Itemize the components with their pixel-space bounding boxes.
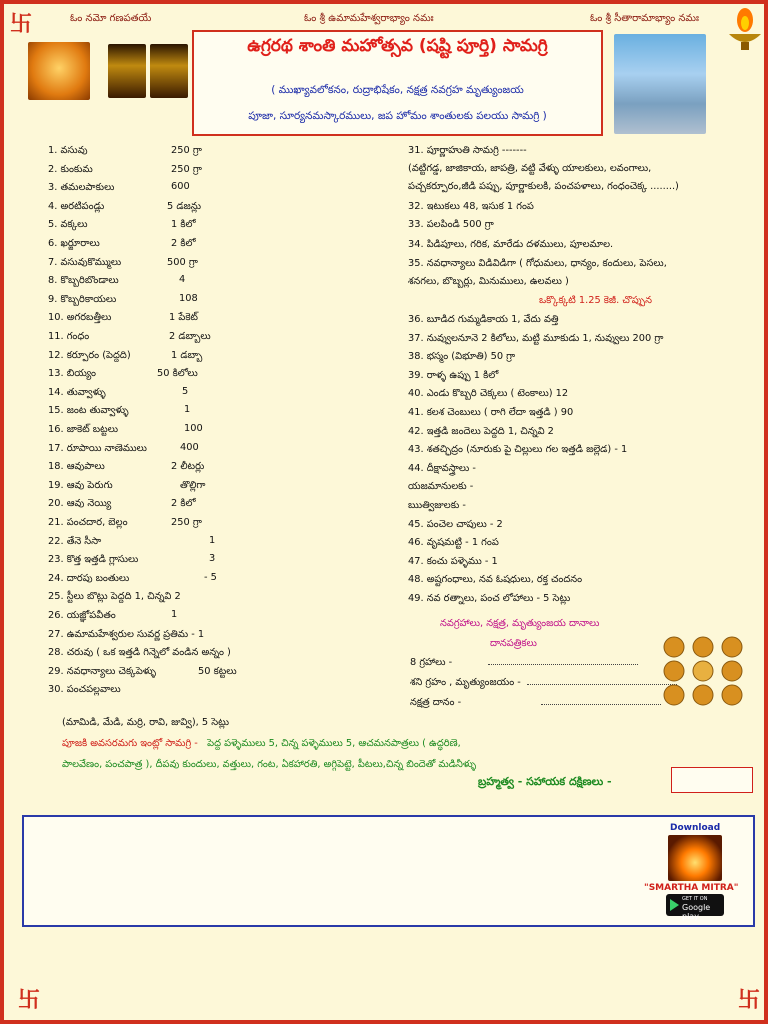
title-box [192,30,603,136]
left-list-item-qty: 250 గ్రా [171,163,202,175]
right-list-item: 40. ఎండు కొబ్బరి చెక్కలు ( టెంకాలు) 12 [408,388,569,400]
left-list-item: 29. నవధాన్యాలు చెక్కపెళ్ళు [48,665,157,677]
swastika-icon-bottom-right: 卐 [738,988,761,1013]
left-extra-text: (మామిడి, మేడి, మర్రి, రావి, జువ్వి), 5 సెట్లు [62,717,230,728]
left-list-item: 3. తమలపాకులు [48,182,115,194]
right-list-item: 37. నువ్వులనూనె 2 కిలోలు, మట్టి మూకుడు 1, నువ్వులు 200 గ్రా [408,332,664,344]
header-right-text: ఓం శ్రీ సీతారామాభ్యాం నమః [590,13,699,24]
left-list-item: 20. ఆవు నెయ్యి [48,498,112,510]
right-list-item: 34. పిడిపూలు, గరిక, మారేడు దళములు, పూలమాల. [408,239,614,250]
right-list-item: 42. ఇత్తడి జందెలు పెద్దది 1, చిన్నవి 2 [408,425,554,437]
left-list-item-qty: 50 కట్టలు [198,665,237,677]
lamp-icon [724,6,766,52]
left-list-item: 27. ఉమామహేశ్వరుల సువర్ణ ప్రతిమ - 1 [48,628,205,640]
donation-row-shani-label: శని గ్రహం , మృత్యుంజయం - [410,677,521,688]
left-list-item: 23. కొత్త ఇత్తడి గ్లాసులు [48,554,139,566]
badge-small-text: GET IT ON [682,896,708,902]
header-left-text: ఓం నమో గణపతయే [70,13,152,24]
right-list-item: 43. శతచ్ఛిద్రం (నూరుకు పై చిల్లులు గల ఇత్తడి జల్లెడ) - 1 [408,444,628,456]
subtitle-line-2: పూజా, సూర్యనమస్కారములు, జప హోమం శాంతులకు పలయు సామగ్రి ) [248,110,547,122]
right-list-item: 46. వృషమట్టి - 1 గంప [408,537,499,549]
right-list-item: పచ్చకర్పూరం,జీడి పప్పు, పూర్ణాకులకి, పంచపళాలు, గంధంచెక్క ........) [408,181,679,192]
left-list-item: 16. జాకెట్ బట్టలు [48,424,119,435]
right-list-item: 49. నవ రత్నాలు, పంచ లోహాలు - 5 సెట్లు [408,593,571,604]
dotted-line [541,698,661,705]
dotted-line [527,678,677,685]
balaji-image-1 [108,44,146,98]
left-list-item: 13. బియ్యం [48,368,96,380]
left-list-item-qty: 2 కిలో [171,498,196,510]
left-list-item-qty: 250 గ్రా [171,145,202,156]
right-list-item: 41. కలశ చెంబులు ( రాగి లేదా ఇత్తడి ) 90 [408,407,574,418]
google-play-badge[interactable] [666,894,724,921]
left-list-item: 12. కర్పూరం (పెద్దది) [48,349,131,361]
swastika-icon-top-left: 卐 [10,12,33,37]
donations-sub: దానపత్రికలు [490,638,537,649]
left-list-item: 7. వసువుకొమ్ములు [48,256,122,268]
promo-box [22,815,755,927]
right-list-item: 31. పూర్ణాహుతి సామగ్రి ------- [408,145,527,156]
left-list-item: 9. కొబ్బరికాయలు [48,293,117,305]
left-list-item-qty: 100 [184,423,203,434]
google-play-icon [670,899,679,911]
right-list-item: 36. బూడిద గుమ్మడికాయ 1, వేదు వత్తి [408,314,559,325]
footer-note-red: పూజకి అవసరమగు ఇంట్లో సామగ్రి - [62,738,198,749]
left-list-item-qty: 500 గ్రా [167,256,198,268]
right-list-item: 47. కంచు పళ్ళెము - 1 [408,555,498,567]
right-list-item: 44. దీక్షావస్త్రాలు - [408,462,476,474]
right-list-item: యజమానులకు - [408,481,474,493]
right-list-item: 35. నవధాన్యాలు విడివిడిగా ( గోధుమలు, ధాన్యం, కందులు, పెసలు, [408,258,667,269]
page-title: ఉగ్రరథ శాంతి మహోత్సవ (షష్టి పూర్తి) సామగ్రి [247,36,548,56]
left-list-item-qty: 2 కిలో [171,238,196,249]
donation-row-nakshatra-label: నక్షత్ర దానం - [410,697,462,708]
footer-note-line-1 [62,737,461,751]
shiva-image [614,34,706,134]
left-list-item-qty: 250 గ్రా [171,517,202,528]
badge-big-text: Google play [682,903,711,921]
donation-row-grahas [410,656,638,670]
dotted-line [488,658,638,665]
donation-row-nakshatra [410,696,661,710]
right-list-item: 38. భస్మం (విభూతి) 50 గ్రా [408,351,516,363]
left-list-item-qty: 1 డబ్బా [171,349,203,361]
right-list-item: 48. అష్టగంధాలు, నవ ఓషధులు, రక్త చందనం [408,574,583,586]
left-list-item: 26. యజ్ఞోపవీతం [48,610,116,621]
left-list-item: 1. వసువు [48,145,88,156]
left-list-item-qty: 1 పేకెట్ [169,312,198,324]
left-list-item: 28. చరువు ( ఒక ఇత్తడి గిన్నెలో వండిన అన్నం ) [48,647,231,659]
left-list-item-qty: 5 [182,385,189,397]
left-list-item-qty: 4 [179,274,186,286]
right-list-item: 32. ఇటుకలు 48, ఇసుక 1 గంప [408,201,534,212]
left-list-item-qty: 600 [171,181,190,193]
header-center-text: ఓం శ్రీ ఉమామహేశ్వరాభ్యాం నమః [304,13,434,24]
left-list-item-qty: 5 డజన్లు [167,200,202,212]
ganesha-image [28,42,90,100]
right-list-item: ఋత్విజులకు - [408,500,466,511]
left-list-item-qty: - 5 [204,571,217,583]
left-list-item: 8. కొబ్బరిబొండాలు [48,275,119,287]
left-list-item: 18. ఆవుపాలు [48,461,105,473]
left-list-item: 21. పంచదార, బెల్లం [48,517,128,528]
left-list-item: 17. రూపాయి నాణెములు [48,442,147,454]
dakshina-label: బ్రహ్మత్వ - సహాయక దక్షిణలు - [478,775,612,788]
left-list-item-qty: 3 [209,553,216,565]
left-list-item-qty: 1 [184,404,191,416]
right-list-item: 33. పలపిండి 500 గ్రా [408,219,494,230]
app-thumbnail-image [668,835,722,881]
navagraha-image-grid [660,636,746,706]
right-note: ఒక్కొక్కటి 1.25 కెజీ. చొప్పున [539,295,653,306]
left-list-item: 25. స్టీలు బొట్లు పెద్దది 1, చిన్నవి 2 [48,591,181,603]
left-list-item-qty: 2 లీటర్లు [171,461,205,473]
app-name-text: SMARTHA MITRA [648,883,734,893]
left-list-item-qty: 1 [209,534,216,546]
footer-note-text-1: పెద్ద పళ్ళెములు 5, చిన్న పళ్ళెములు 5, ఆచమనపాత్రలు ( ఉద్ధరిణె, [207,738,461,749]
download-label: Download [670,823,721,833]
swastika-icon-bottom-left: 卐 [18,988,41,1013]
left-list-item: 14. తువ్వాళ్ళు [48,386,106,398]
left-list-item: 5. వక్కలు [48,219,88,231]
right-list-item: శనగలు, బొబ్బర్లు, మినుములు, ఉలవలు ) [408,276,569,287]
left-list-item: 11. గంధం [48,331,90,342]
right-list-item: 39. రాళ్ళ ఉప్పు 1 కిలో [408,369,499,381]
left-list-item: 24. దారపు బంతులు [48,572,130,584]
donation-row-shani [410,676,677,690]
left-list-item-qty: 50 కిలోలు [157,368,198,380]
left-list-item: 15. జంట తువ్వాళ్ళు [48,405,129,417]
left-list-item-qty: 2 డబ్బాలు [169,331,211,342]
left-list-item: 10. అగరబత్తీలు [48,312,112,324]
donation-row-grahas-label: 8 గ్రహాలు - [410,657,453,668]
left-list-item: 22. తేనె సీసా [48,535,102,547]
left-list-item-qty: 1 కిలో [171,219,196,231]
balaji-image-2 [150,44,188,98]
donations-heading: నవగ్రహాలు, నక్షత్ర, మృత్యుంజయ దానాలు [440,618,600,629]
left-list-item: 6. ఖర్జూరాలు [48,238,100,249]
subtitle-line-1: ( ముఖ్యావలోకనం, రుద్రాభిషేకం, నక్షత్ర నవగ్రహ మృత్యుంజయ [271,84,524,96]
left-list-item: 4. అరటిపండ్లు [48,200,105,212]
left-list-item-qty: 1 [171,609,178,620]
left-list-item: 2. కుంకుమ [48,163,93,175]
right-list-item: 45. పంచెల చాపులు - 2 [408,518,503,530]
left-list-item-qty: తొల్లిగా [180,479,206,491]
dakshina-box[interactable] [671,767,753,793]
right-list-item: (వట్టిగడ్డ, జాజికాయ, జాపత్రి, వట్టి వేళ్ళు యాలకులు, లవంగాలు, [408,163,652,174]
app-name: "SMARTHA MITRA" [644,883,739,893]
left-list-item: 19. ఆవు పెరుగు [48,479,113,491]
left-list-item: 30. పంచపల్లవాలు [48,684,121,696]
left-list-item-qty: 400 [180,441,199,453]
left-list-item-qty: 108 [179,292,198,304]
footer-note-line-2: పాలవేణం, పంచపాత్ర ), దీపవు కుందులు, వత్తులు, గంట, ఏకహారతి, అగ్గిపెట్టె, పీటలు,చిన్న బిందెతో మడినీళ్ళు [62,759,477,770]
